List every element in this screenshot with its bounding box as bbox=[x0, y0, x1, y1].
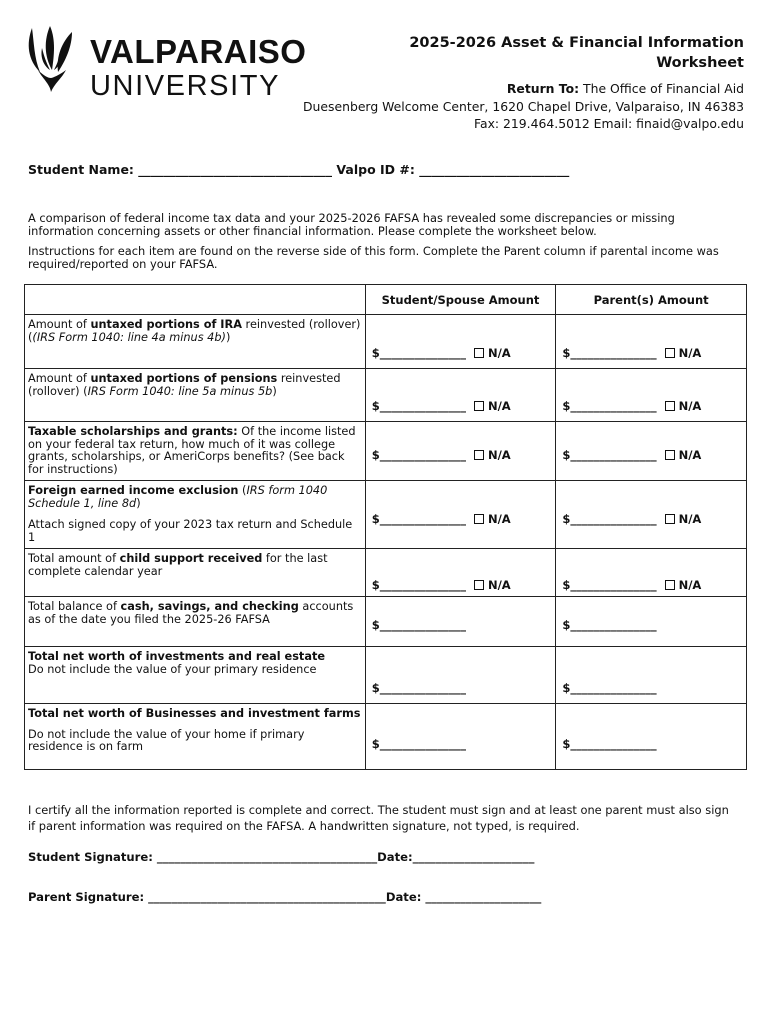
worksheet-table bbox=[24, 284, 747, 770]
student-amount-field[interactable]: $_______________ N/A bbox=[365, 422, 556, 481]
na-checkbox[interactable] bbox=[474, 580, 484, 590]
instructions-paragraph: Instructions for each item are found on the reverse side of this form. Complete the Parent column if parental income was required/reported on your FAFSA. bbox=[28, 244, 719, 271]
table-row bbox=[25, 704, 747, 770]
contact-info: Fax: 219.464.5012 Email: finaid@valpo.edu bbox=[474, 116, 744, 131]
student-amount-field[interactable]: $_______________ N/A bbox=[365, 481, 556, 549]
student-amount-field[interactable]: $_______________ bbox=[365, 647, 556, 704]
row-description: Foreign earned income exclusion (IRS form 1040 Schedule 1, line 8d) Attach signed copy of your 2023 tax return and Schedule 1 bbox=[25, 481, 366, 549]
header-blank-cell bbox=[25, 285, 366, 315]
parent-signature-line[interactable]: Parent Signature: _________________________________________Date: ____________________ bbox=[28, 890, 542, 904]
na-checkbox[interactable] bbox=[665, 514, 675, 524]
table-row bbox=[25, 481, 747, 549]
row-description: Total net worth of investments and real estate Do not include the value of your primary residence bbox=[25, 647, 366, 704]
form-title-line1: 2025-2026 Asset & Financial Information bbox=[409, 35, 744, 51]
street-address: Duesenberg Welcome Center, 1620 Chapel Drive, Valparaiso, IN 46383 bbox=[303, 98, 744, 114]
row-description: Taxable scholarships and grants: Of the income listed on your federal tax return, how much of it was college grants, scholarships, or AmeriCorps benefits? (See back for instructions) bbox=[25, 422, 366, 481]
parent-amount-field[interactable]: $_______________ N/A bbox=[556, 315, 747, 369]
table-row bbox=[25, 422, 747, 481]
na-checkbox[interactable] bbox=[665, 348, 675, 358]
row-description: Total net worth of Businesses and investment farms Do not include the value of your home if primary residence is on farm bbox=[25, 704, 366, 770]
column-header-parent: Parent(s) Amount bbox=[556, 285, 747, 315]
student-name-field[interactable]: _______________________________ bbox=[138, 162, 333, 177]
parent-amount-field[interactable]: $_______________ N/A bbox=[556, 549, 747, 597]
table-row bbox=[25, 647, 747, 704]
student-signature-line[interactable]: Student Signature: ______________________________________Date:_____________________ bbox=[28, 850, 535, 864]
na-checkbox[interactable] bbox=[665, 580, 675, 590]
parent-amount-field[interactable]: $_______________ N/A bbox=[556, 369, 747, 422]
table-header-row bbox=[25, 285, 747, 315]
flame-logo-icon bbox=[24, 26, 78, 92]
na-checkbox[interactable] bbox=[665, 401, 675, 411]
row-description: Amount of untaxed portions of pensions reinvested (rollover) (IRS Form 1040: line 5a minus 5b) bbox=[25, 369, 366, 422]
na-checkbox[interactable] bbox=[474, 450, 484, 460]
student-amount-field[interactable]: $_______________ N/A bbox=[365, 369, 556, 422]
row-description: Total amount of child support received for the last complete calendar year bbox=[25, 549, 366, 597]
intro-paragraph: A comparison of federal income tax data and your 2025-2026 FAFSA has revealed some discrepancies or missing information concerning assets or other financial information. Please complete the worksheet below. bbox=[28, 211, 675, 238]
return-to-value: The Office of Financial Aid bbox=[583, 81, 744, 96]
parent-amount-field[interactable]: $_______________ bbox=[556, 704, 747, 770]
student-amount-field[interactable]: $_______________ N/A bbox=[365, 549, 556, 597]
table-row bbox=[25, 549, 747, 597]
student-amount-field[interactable]: $_______________ N/A bbox=[365, 315, 556, 369]
form-title bbox=[409, 33, 744, 73]
na-checkbox[interactable] bbox=[665, 450, 675, 460]
table-row bbox=[25, 597, 747, 647]
parent-amount-field[interactable]: $_______________ N/A bbox=[556, 422, 747, 481]
student-amount-field[interactable]: $_______________ bbox=[365, 704, 556, 770]
form-title-line2: Worksheet bbox=[656, 55, 744, 71]
logo-name: VALPARAISO bbox=[90, 33, 307, 70]
parent-amount-field[interactable]: $_______________ bbox=[556, 647, 747, 704]
parent-amount-field[interactable]: $_______________ N/A bbox=[556, 481, 747, 549]
valpo-id-label: Valpo ID #: bbox=[336, 162, 415, 177]
table-row bbox=[25, 315, 747, 369]
return-to-line bbox=[303, 80, 744, 98]
return-to-label: Return To: bbox=[506, 81, 580, 96]
student-amount-field[interactable]: $_______________ bbox=[365, 597, 556, 647]
column-header-student: Student/Spouse Amount bbox=[365, 285, 556, 315]
logo-subtitle: UNIVERSITY bbox=[90, 70, 281, 102]
return-address bbox=[303, 80, 744, 133]
na-checkbox[interactable] bbox=[474, 348, 484, 358]
valpo-id-field[interactable]: ________________________ bbox=[419, 162, 570, 177]
na-checkbox[interactable] bbox=[474, 514, 484, 524]
certification-text: I certify all the information reported is complete and correct. The student must sign and at least one parent must also sign if parent information was required on the FAFSA. A handwritten signature, not typed, is required. bbox=[28, 803, 729, 833]
parent-amount-field[interactable]: $_______________ bbox=[556, 597, 747, 647]
na-checkbox[interactable] bbox=[474, 401, 484, 411]
university-logo bbox=[24, 24, 307, 104]
student-info-line bbox=[28, 162, 569, 177]
table-row bbox=[25, 369, 747, 422]
student-name-label: Student Name: bbox=[28, 162, 134, 177]
row-description: Amount of untaxed portions of IRA reinvested (rollover) ((IRS Form 1040: line 4a minus 4b)) bbox=[25, 315, 366, 369]
row-description: Total balance of cash, savings, and checking accounts as of the date you filed the 2025-26 FAFSA bbox=[25, 597, 366, 647]
